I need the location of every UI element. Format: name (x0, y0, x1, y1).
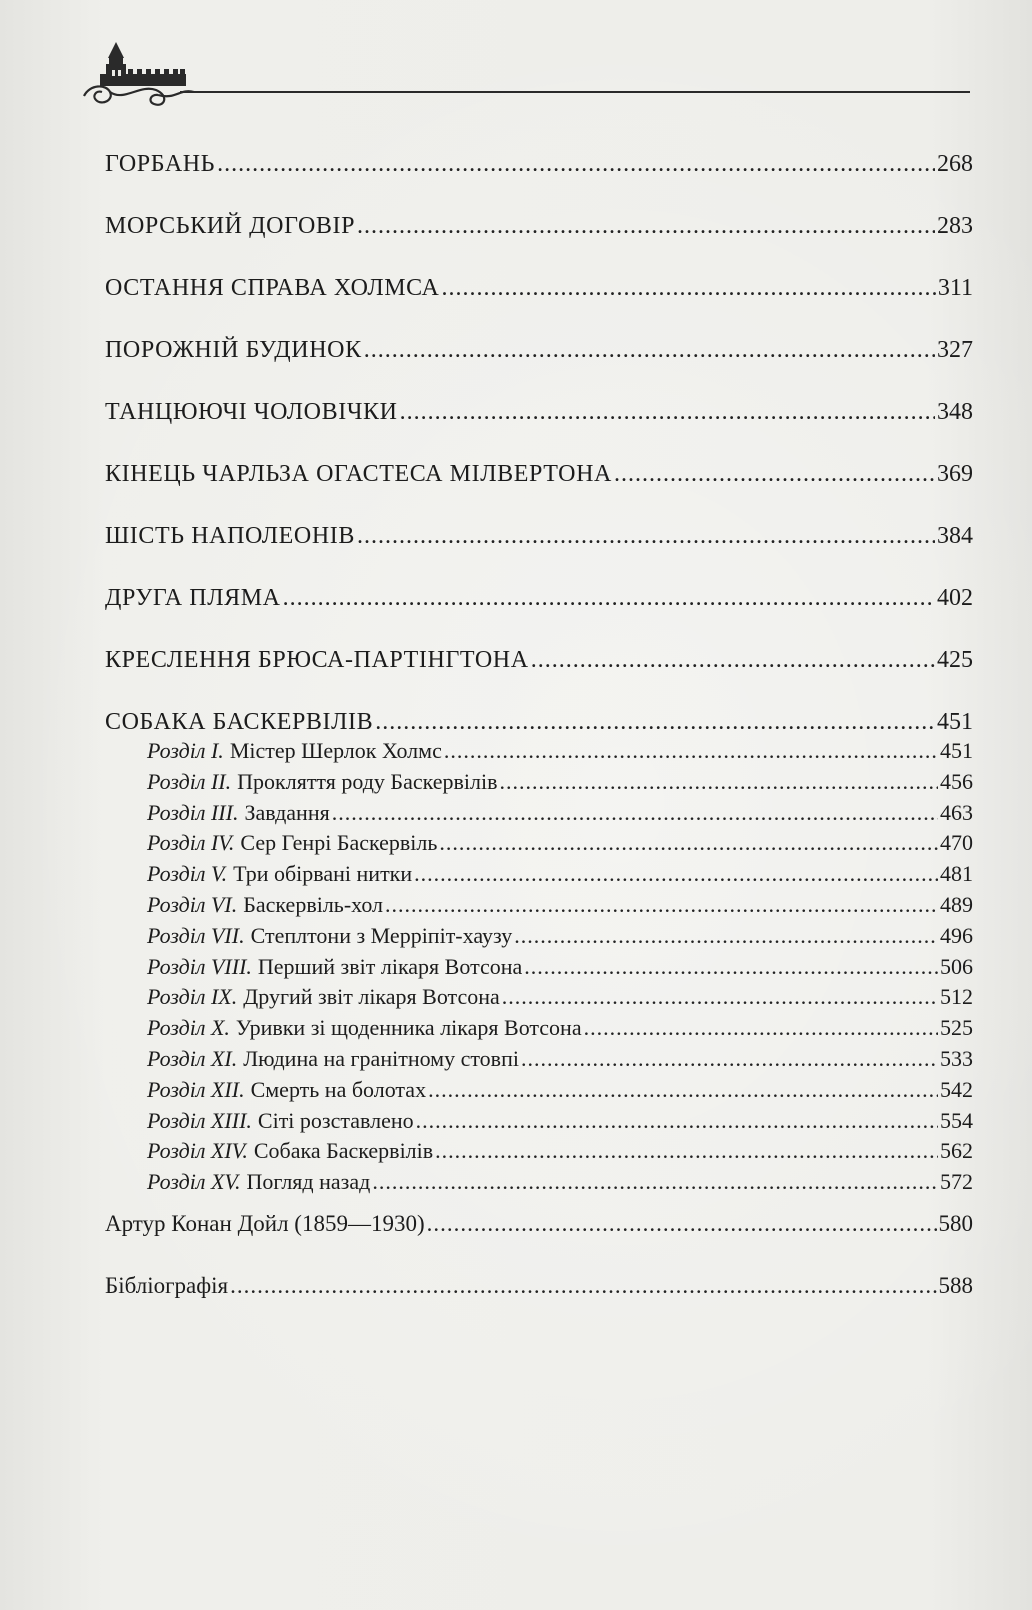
toc-entry-title: ШІСТЬ НАПОЛЕОНІВ (105, 523, 355, 549)
chapter-label: Розділ XIII. (147, 1107, 252, 1133)
dot-leader (283, 578, 935, 618)
toc-entry-page: 588 (938, 1272, 973, 1298)
toc-entry-page: 348 (937, 399, 973, 425)
toc-chapter-entry[interactable] (105, 798, 973, 829)
chapter-title: Містер Шерлок Холмс (229, 738, 442, 763)
dot-leader (531, 640, 935, 680)
chapter-label: Розділ V. (147, 861, 228, 887)
chapter-title: Погляд назад (246, 1169, 371, 1195)
chapter-title-group (147, 1044, 519, 1074)
chapter-page: 512 (940, 984, 973, 1010)
toc-entry-page: 580 (938, 1210, 973, 1236)
toc-entry-hound-baskervilles[interactable] (105, 702, 973, 736)
dot-leader (414, 859, 938, 889)
toc-chapter-entry[interactable] (105, 1044, 973, 1075)
toc-entry-page: 369 (937, 461, 973, 487)
toc-entry-milverton[interactable] (105, 454, 973, 516)
chapter-title: Завдання (244, 799, 330, 825)
chapter-page: 525 (940, 1015, 973, 1041)
dot-leader (357, 206, 935, 246)
dot-leader (217, 144, 935, 184)
dot-leader (502, 982, 938, 1012)
toc-entry-bibliography[interactable] (105, 1266, 973, 1328)
chapter-title-group (147, 859, 412, 889)
dot-leader (385, 890, 938, 920)
toc-entry-title: МОРСЬКИЙ ДОГОВІР (105, 213, 356, 239)
toc-entry-hunchback[interactable] (105, 144, 973, 206)
chapter-title-group (147, 798, 330, 828)
toc-entry-author-bio[interactable] (105, 1204, 973, 1266)
chapter-label: Розділ XIV. (147, 1138, 248, 1164)
chapter-title-group (147, 952, 522, 982)
dot-leader (442, 268, 936, 308)
chapter-label: Розділ ІІІ. (147, 799, 239, 825)
toc-entry-final-problem[interactable] (105, 268, 973, 330)
chapter-title-group (147, 1167, 370, 1197)
toc-chapter-entry[interactable] (105, 1167, 973, 1198)
toc-entry-title: ГОРБАНЬ (105, 151, 216, 177)
chapter-label: Розділ ІІ. (147, 768, 232, 794)
toc-chapter-entry[interactable] (105, 828, 973, 859)
chapter-label: Розділ IV. (147, 830, 235, 856)
dot-leader (427, 1204, 937, 1244)
dot-leader (364, 330, 935, 370)
toc-chapter-entry[interactable] (105, 952, 973, 983)
toc-chapter-entry[interactable] (105, 1106, 973, 1137)
chapter-page: 451 (940, 738, 973, 763)
dot-leader (439, 828, 938, 858)
toc-entry-title: ПОРОЖНІЙ БУДИНОК (105, 337, 362, 363)
castle-tower-ornament-icon (80, 40, 980, 120)
dot-leader (499, 767, 938, 797)
dot-leader (332, 798, 938, 828)
chapter-page: 542 (940, 1076, 973, 1102)
chapter-title-group (147, 890, 383, 920)
dot-leader (230, 1266, 936, 1306)
chapter-title: Уривки зі щоденника лікаря Вотсона (235, 1015, 582, 1041)
toc-chapter-entry[interactable] (105, 1075, 973, 1106)
toc-entry-page: 283 (937, 213, 973, 239)
chapter-title-group (147, 982, 500, 1012)
toc-entry-title: Артур Конан Дойл (1859—1930) (105, 1210, 425, 1236)
chapter-label: Розділ XV. (147, 1169, 241, 1195)
dot-leader (435, 1136, 938, 1166)
chapter-list (105, 736, 973, 1198)
chapter-title: Людина на гранітному стовпі (243, 1045, 519, 1071)
toc-chapter-entry[interactable] (105, 859, 973, 890)
chapter-title-group (147, 1136, 433, 1166)
chapter-title: Баскервіль-хол (243, 891, 384, 917)
chapter-title: Прокляття роду Баскервілів (237, 768, 498, 794)
toc-chapter-entry[interactable] (105, 890, 973, 921)
chapter-label: Розділ VIII. (147, 953, 252, 979)
table-of-contents (105, 144, 973, 1328)
chapter-label: Розділ IX. (147, 984, 238, 1010)
chapter-page: 489 (940, 891, 973, 917)
chapter-label: Розділ VII. (147, 922, 245, 948)
chapter-title: Другий звіт лікаря Вотсона (243, 984, 500, 1010)
toc-entry-page: 425 (937, 647, 973, 673)
toc-entry-title: ОСТАННЯ СПРАВА ХОЛМСА (105, 275, 440, 301)
toc-entry-page: 451 (937, 709, 973, 735)
toc-chapter-entry[interactable] (105, 736, 973, 767)
chapter-title-group (147, 1106, 414, 1136)
chapter-title: Перший звіт лікаря Вотсона (257, 953, 523, 979)
toc-chapter-entry[interactable] (105, 1013, 973, 1044)
toc-entry-six-napoleons[interactable] (105, 516, 973, 578)
toc-entry-page: 311 (937, 275, 973, 301)
chapter-label: Розділ XI. (147, 1045, 238, 1071)
toc-entry-title: СОБАКА БАСКЕРВІЛІВ (105, 709, 374, 735)
toc-chapter-entry[interactable] (105, 982, 973, 1013)
chapter-page: 481 (940, 861, 973, 887)
chapter-page: 533 (940, 1045, 973, 1071)
chapter-page: 496 (940, 922, 973, 948)
toc-entry-page: 327 (937, 337, 973, 363)
toc-entry-title: ТАНЦЮЮЧІ ЧОЛОВІЧКИ (105, 399, 398, 425)
dot-leader (416, 1106, 938, 1136)
chapter-page: 456 (940, 768, 973, 794)
dot-leader (514, 921, 938, 951)
chapter-title: Сер Генрі Баскервіль (240, 830, 438, 856)
chapter-title-group (147, 921, 512, 951)
chapter-page: 470 (940, 830, 973, 856)
toc-entry-page: 402 (937, 585, 973, 611)
chapter-title-group (147, 1013, 582, 1043)
toc-entry-bruce-partington[interactable] (105, 640, 973, 702)
chapter-page: 554 (940, 1107, 973, 1133)
toc-entry-title: Бібліографія (105, 1272, 229, 1298)
chapter-label: Розділ XII. (147, 1076, 245, 1102)
toc-entry-empty-house[interactable] (105, 330, 973, 392)
chapter-title-group (147, 767, 497, 797)
toc-chapter-entry[interactable] (105, 921, 973, 952)
chapter-label: Розділ І. (147, 738, 224, 763)
toc-entry-page: 268 (937, 151, 973, 177)
dot-leader (372, 1167, 938, 1197)
toc-entry-page: 384 (937, 523, 973, 549)
chapter-title-group (147, 1075, 426, 1105)
dot-leader (357, 516, 935, 556)
toc-entry-naval-treaty[interactable] (105, 206, 973, 268)
toc-chapter-entry[interactable] (105, 1136, 973, 1167)
chapter-page: 562 (940, 1138, 973, 1164)
chapter-page: 506 (940, 953, 973, 979)
dot-leader (400, 392, 935, 432)
toc-chapter-entry[interactable] (105, 767, 973, 798)
chapter-label: Розділ X. (147, 1015, 230, 1041)
chapter-title: Собака Баскервілів (253, 1138, 434, 1164)
chapter-title: Сіті розставлено (257, 1107, 414, 1133)
toc-entry-second-stain[interactable] (105, 578, 973, 640)
dot-leader (614, 454, 935, 494)
toc-entry-dancing-men[interactable] (105, 392, 973, 454)
dot-leader (521, 1044, 938, 1074)
chapter-page: 463 (940, 799, 973, 825)
dot-leader (524, 952, 938, 982)
toc-entry-title: КРЕСЛЕННЯ БРЮСА-ПАРТІНГТОНА (105, 647, 529, 673)
dot-leader (584, 1013, 938, 1043)
dot-leader (428, 1075, 938, 1105)
chapter-label: Розділ VI. (147, 891, 238, 917)
chapter-title-group (147, 828, 437, 858)
chapter-title-group (147, 736, 442, 766)
toc-entry-title: ДРУГА ПЛЯМА (105, 585, 281, 611)
chapter-title: Три обірвані нитки (233, 861, 413, 887)
chapter-title: Смерть на болотах (250, 1076, 427, 1102)
chapter-title: Степлтони з Мерріпіт-хаузу (250, 922, 513, 948)
toc-entry-title: КІНЕЦЬ ЧАРЛЬЗА ОГАСТЕСА МІЛВЕРТОНА (105, 461, 612, 487)
chapter-page: 572 (940, 1169, 973, 1195)
dot-leader (444, 736, 938, 766)
